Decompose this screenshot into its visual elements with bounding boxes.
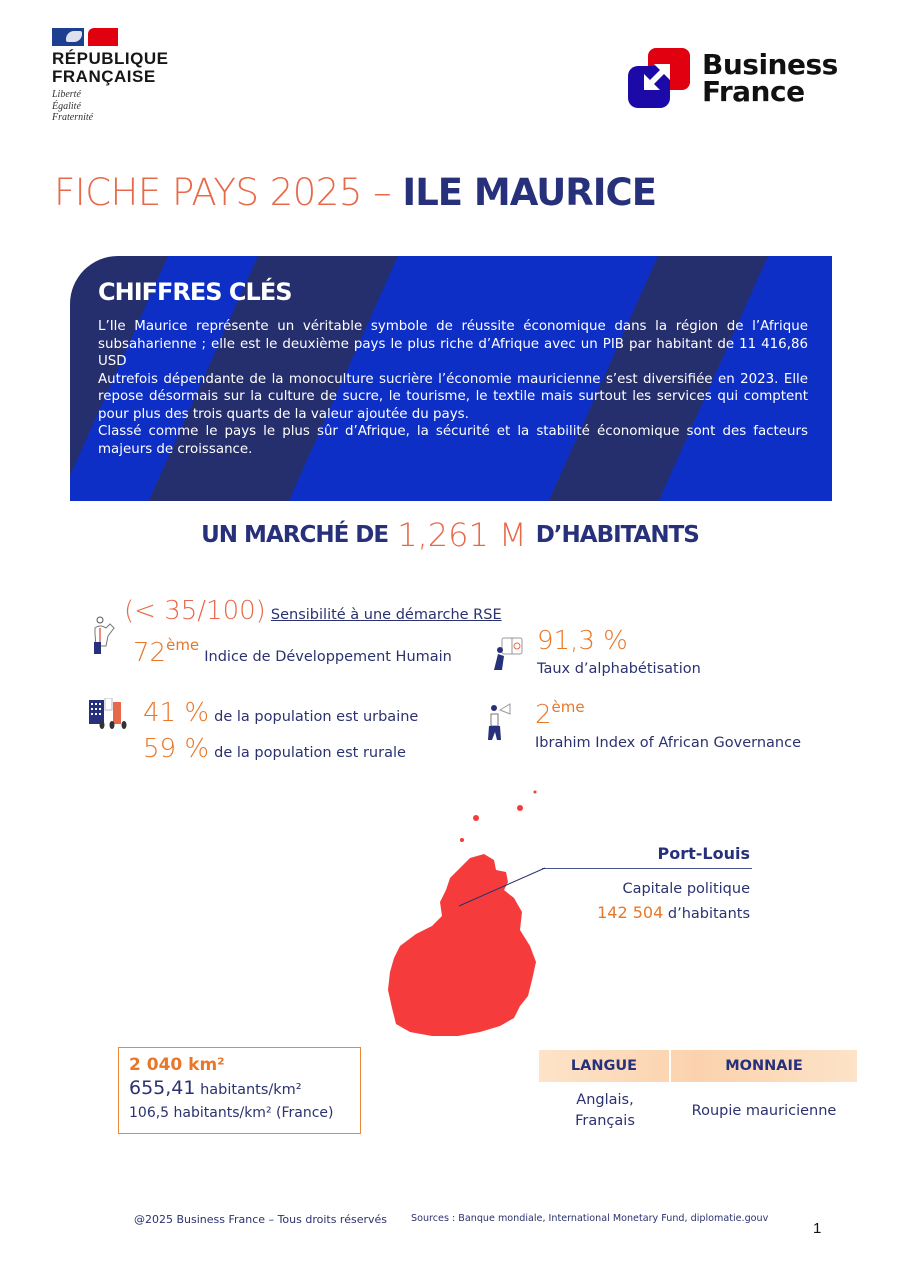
- ibrahim-label: Ibrahim Index of African Governance: [535, 735, 802, 751]
- key-paragraph: Classé comme le pays le plus sûr d’Afrique, la sécurité et la stabilité économique sont des facteurs majeurs de croissance.: [98, 424, 808, 457]
- language-value: Anglais, Français: [575, 1092, 635, 1129]
- mauritius-map: [380, 786, 560, 1046]
- business-france-wordmark: Business France: [702, 48, 838, 108]
- urban-value: 41 %: [143, 698, 210, 728]
- rse-value: (< 35/100): [124, 596, 266, 626]
- stat-ibrahim: 2ème: [535, 698, 585, 730]
- city-buildings-icon: [88, 698, 128, 730]
- page-number: 1: [813, 1220, 822, 1237]
- page-title: [54, 170, 656, 216]
- key-paragraph: Autrefois dépendante de la monoculture sucrière l’économie mauricienne s’est diversifiée en 2023. Elle repose désormais sur la culture de sucre, le tourisme, le textile mais surtout les services qui comptent pour plus des trois quarts de la valeur ajoutée du pays.: [98, 371, 808, 422]
- key-figures-text: [98, 318, 808, 458]
- stat-literacy: [537, 626, 628, 656]
- rural-label: de la population est rurale: [214, 745, 406, 761]
- france-density: 106,5 habitants/km² (France): [129, 1105, 334, 1121]
- population-density: 655,41 habitants/km²: [129, 1077, 302, 1099]
- header-currency: MONNAIE: [725, 1058, 803, 1074]
- literacy-label: Taux d’alphabétisation: [537, 661, 701, 677]
- capital-details: [560, 878, 750, 926]
- capital-name-block: [540, 844, 750, 863]
- key-paragraph: L’Ile Maurice représente un véritable symbole de réussite économique dans la région de l’Afrique subsaharienne ; elle est le deuxième pays le plus riche d’Afrique avec un PIB par habitant de 11 416,86 USD: [98, 319, 808, 369]
- rf-title: RÉPUBLIQUE FRANÇAISE: [52, 49, 169, 86]
- rural-value: 59 %: [143, 734, 210, 764]
- market-heading: UN MARCHÉ DE 1,261 M D’HABITANTS: [201, 516, 699, 554]
- footer-copyright: @2025 Business France – Tous droits réservés: [134, 1213, 388, 1226]
- idh-label: Indice de Développement Humain: [204, 649, 452, 665]
- page-title-country: ILE MAURICE: [402, 171, 656, 214]
- marianne-flag-icon: [52, 28, 118, 46]
- capital-leader-line: [455, 866, 547, 908]
- stat-urban: [143, 698, 418, 728]
- rf-motto: Liberté Égalité Fraternité: [52, 89, 94, 123]
- capital-name: Port-Louis: [657, 844, 750, 863]
- header-language: LANGUE: [539, 1050, 671, 1082]
- table-header: [539, 1050, 857, 1082]
- person-megaphone-icon: [486, 702, 514, 742]
- urban-label: de la population est urbaine: [214, 709, 419, 725]
- capital-role: Capitale politique: [622, 881, 750, 897]
- person-reading-book-icon: [488, 636, 526, 674]
- stat-idh: 72ème Indice de Développement Humain: [133, 636, 452, 668]
- stat-rural: [143, 734, 406, 764]
- market-population-value: 1,261 M: [397, 516, 527, 554]
- surface-area: 2 040 km²: [129, 1055, 225, 1075]
- footer-sources: Sources : Banque mondiale, International Monetary Fund, diplomatie.gouv: [411, 1213, 769, 1224]
- literacy-value: 91,3 %: [537, 626, 628, 656]
- person-presenting-icon: [90, 614, 118, 658]
- ibrahim-value: 2: [535, 700, 552, 730]
- idh-value: 72: [133, 638, 167, 668]
- rse-label: Sensibilité à une démarche RSE: [270, 607, 502, 623]
- business-france-arrow-icon: [628, 48, 690, 108]
- capital-population: 142 504: [597, 903, 664, 922]
- republique-francaise-logo: [52, 28, 222, 124]
- capital-population-label: d’habitants: [667, 906, 750, 922]
- table-row: [539, 1090, 857, 1132]
- language-currency-table: [539, 1050, 857, 1132]
- business-france-logo: [628, 48, 838, 108]
- page-title-prefix: FICHE PAYS 2025 –: [54, 171, 403, 214]
- capital-divider: [542, 868, 752, 869]
- stat-rse: [124, 596, 502, 626]
- key-figures-heading: CHIFFRES CLÉS: [98, 278, 292, 306]
- area-density-box: [118, 1047, 361, 1134]
- currency-value: Roupie mauricienne: [691, 1102, 837, 1119]
- key-figures-panel: [70, 256, 832, 501]
